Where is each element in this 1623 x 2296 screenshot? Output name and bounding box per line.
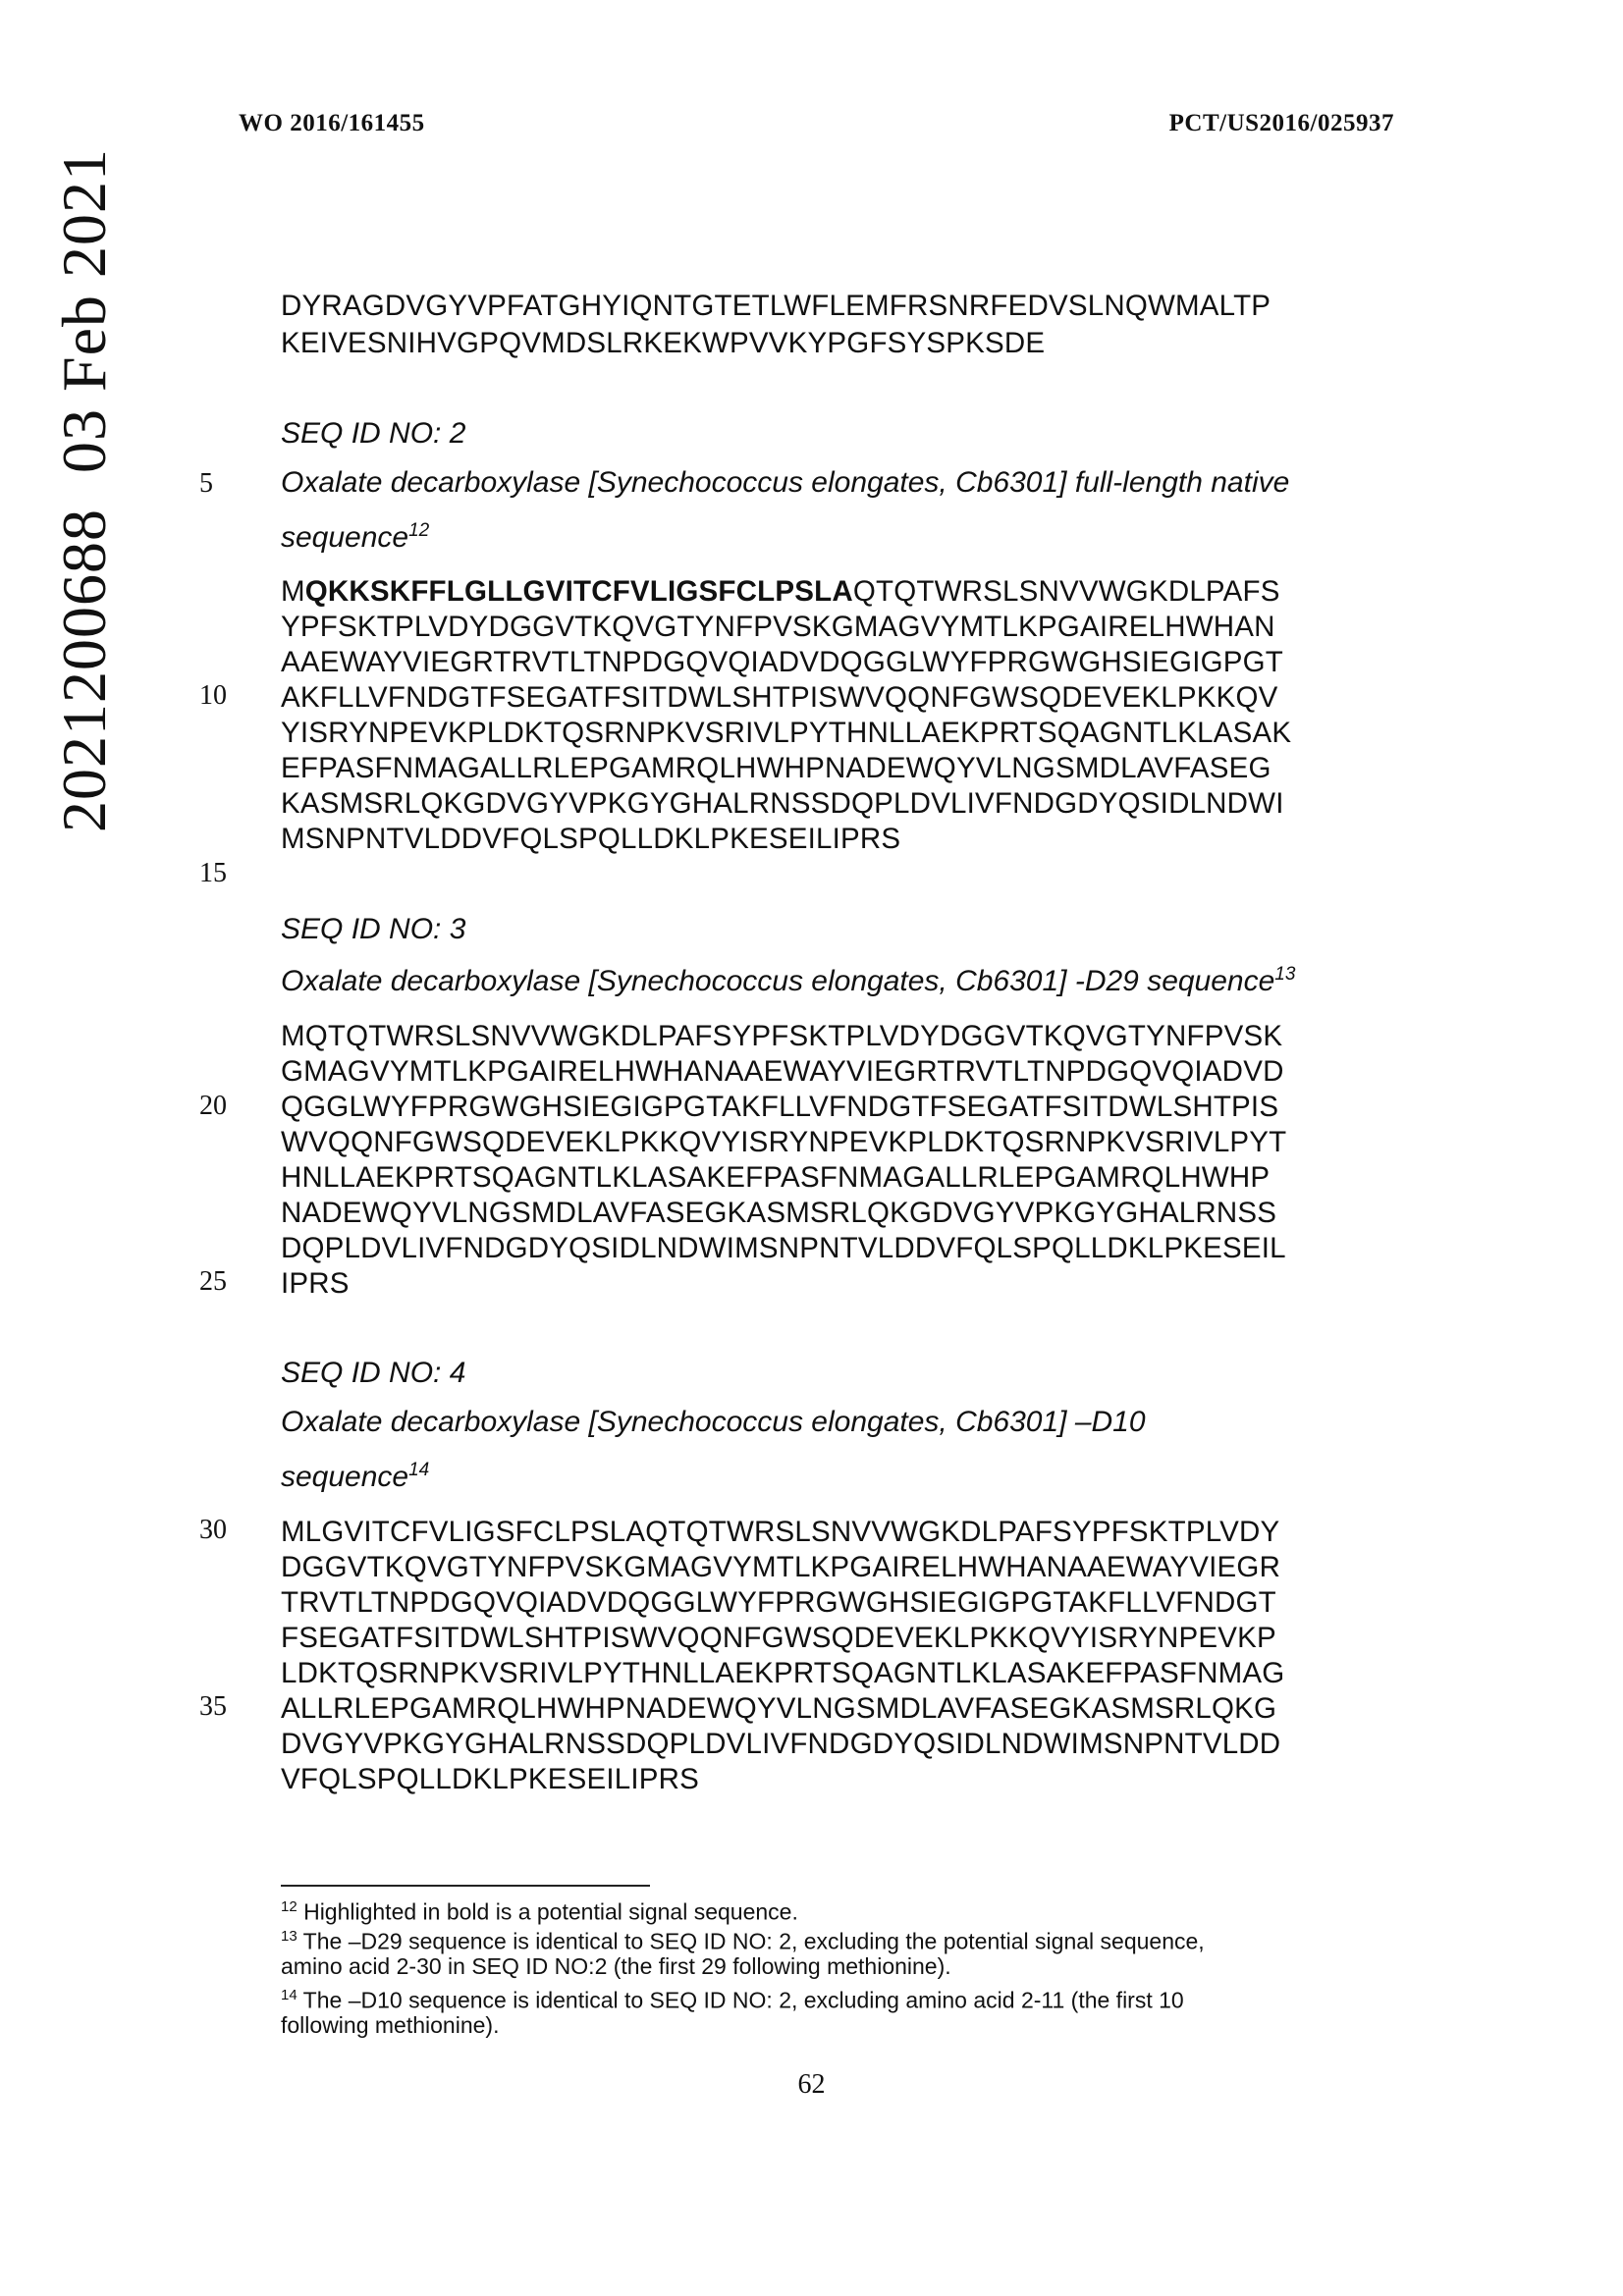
seq2-title-line2 (281, 520, 429, 555)
seq3-id: SEQ ID NO: 3 (281, 913, 466, 945)
sequence-line: MQTQTWRSLSNVVWGKDLPAFSYPFSKTPLVDYDGGVTKQVGTYNFPVSK (281, 1020, 1283, 1052)
seq4-title-text: sequence (281, 1461, 409, 1493)
side-stamp-date: 03 Feb 2021 (49, 148, 119, 473)
seq2-methionine: M (281, 575, 305, 608)
seq4-id: SEQ ID NO: 4 (281, 1357, 466, 1389)
sequence-line: AAEWAYVIEGRTRVTLTNPDGQVQIADVDQGGLWYFPRGWGHSIEGIGPGT (281, 646, 1283, 678)
line-number: 15 (199, 858, 227, 888)
sequence-line: TRVTLTNPDGQVQIADVDQGGLWYFPRGWGHSIEGIGPGTAKFLLVFNDGT (281, 1586, 1276, 1619)
footnote-mark: 14 (281, 1987, 298, 2003)
sequence-line: MLGVITCFVLIGSFCLPSLAQTQTWRSLSNVVWGKDLPAFSYPFSKTPLVDY (281, 1516, 1280, 1548)
seq2-title-text: sequence (281, 521, 409, 554)
sequence-line: KASMSRLQKGDVGYVPKGYGHALRNSSDQPLDVLIVFNDGDYQSIDLNDWI (281, 787, 1284, 820)
line-number: 25 (199, 1266, 227, 1297)
page-header-right: PCT/US2016/025937 (1168, 110, 1394, 136)
seq3-title (281, 964, 1295, 998)
seq4-title-line2 (281, 1460, 429, 1494)
footnote-text: Highlighted in bold is a potential signal sequence. (303, 1898, 798, 1925)
seq2-line-1 (281, 574, 1280, 611)
seq3-title-text: Oxalate decarboxylase [Synechococcus elongates, Cb6301] -D29 sequence (281, 965, 1275, 997)
seq2-title-line1: Oxalate decarboxylase [Synechococcus elongates, Cb6301] full-length native (281, 466, 1290, 499)
sequence-line: GMAGVYMTLKPGAIRELHWHANAAEWAYVIEGRTRVTLTNPDGQVQIADVD (281, 1055, 1284, 1088)
sequence-line: KEIVESNIHVGPQVMDSLRKEKWPVVKYPGFSYSPKSDE (281, 327, 1046, 359)
seq2-line-1-rest: QTQTWRSLSNVVWGKDLPAFS (852, 575, 1280, 608)
sequence-line: DQPLDVLIVFNDGDYQSIDLNDWIMSNPNTVLDDVFQLSPQLLDKLPKESEIL (281, 1232, 1286, 1264)
line-number: 5 (199, 468, 213, 499)
sequence-line: MSNPNTVLDDVFQLSPQLLDKLPKESEILIPRS (281, 823, 901, 855)
sequence-line: YPFSKTPLVDYDGGVTKQVGTYNFPVSKGMAGVYMTLKPGAIRELHWHAN (281, 611, 1275, 643)
line-number: 30 (199, 1515, 227, 1545)
footnote-mark: 12 (281, 1898, 298, 1915)
sequence-line: QGGLWYFPRGWGHSIEGIGPGTAKFLLVFNDGTFSEGATFSITDWLSHTPIS (281, 1091, 1279, 1123)
signal-sequence-bold: QKKSKFFLGLLGVITCFVLIGSFCLPSLA (304, 575, 853, 608)
sequence-line: AKFLLVFNDGTFSEGATFSITDWLSHTPISWVQQNFGWSQDEVEKLPKKQV (281, 681, 1278, 714)
sequence-line: DYRAGDVGYVPFATGHYIQNTGTETLWFLEMFRSNRFEDVSLNQWMALTP (281, 290, 1271, 322)
side-stamp (41, 148, 128, 832)
sequence-line: WVQQNFGWSQDEVEKLPKKQVYISRYNPEVKPLDKTQSRNPKVSRIVLPYT (281, 1126, 1287, 1158)
sequence-line: LDKTQSRNPKVSRIVLPYTHNLLAEKPRTSQAGNTLKLASAKEFPASFNMAG (281, 1657, 1285, 1689)
footnote-ref-12: 12 (408, 520, 430, 541)
sequence-line: HNLLAEKPRTSQAGNTLKLASAKEFPASFNMAGALLRLEPGAMRQLHWHP (281, 1161, 1271, 1194)
footnote-text: amino acid 2-30 in SEQ ID NO:2 (the first 29 following methionine). (281, 1953, 951, 1979)
sequence-line: DVGYVPKGYGHALRNSSDQPLDVLIVFNDGDYQSIDLNDWIMSNPNTVLDD (281, 1728, 1281, 1760)
footnote-text: following methionine). (281, 2012, 500, 2038)
sequence-line: ALLRLEPGAMRQLHWHPNADEWQYVLNGSMDLAVFASEGKASMSRLQKG (281, 1692, 1277, 1725)
sequence-line: IPRS (281, 1267, 350, 1300)
page-number: 62 (797, 2069, 826, 2100)
sequence-line: NADEWQYVLNGSMDLAVFASEGKASMSRLQKGDVGYVPKGYGHALRNSS (281, 1197, 1277, 1229)
footnote-text: The –D10 sequence is identical to SEQ ID NO: 2, excluding amino acid 2-11 (the first 10 (302, 1987, 1184, 2013)
sequence-line: VFQLSPQLLDKLPKESEILIPRS (281, 1763, 699, 1795)
page-header-left: WO 2016/161455 (239, 110, 425, 136)
footnote-text: The –D29 sequence is identical to SEQ ID NO: 2, excluding the potential signal sequence, (302, 1928, 1205, 1954)
footnote-ref-13: 13 (1274, 964, 1296, 985)
seq2-id: SEQ ID NO: 2 (281, 417, 466, 450)
sequence-line: EFPASFNMAGALLRLEPGAMRQLHWHPNADEWQYVLNGSMDLAVFASEG (281, 752, 1271, 784)
sequence-line: DGGVTKQVGTYNFPVSKGMAGVYMTLKPGAIRELHWHANAAEWAYVIEGR (281, 1551, 1281, 1583)
sequence-line: YISRYNPEVKPLDKTQSRNPKVSRIVLPYTHNLLAEKPRTSQAGNTLKLASAK (281, 717, 1292, 749)
footnote-mark: 13 (281, 1928, 298, 1945)
footnote-ref-14: 14 (408, 1460, 430, 1480)
line-number: 10 (199, 680, 227, 711)
line-number: 20 (199, 1091, 227, 1121)
footnote-divider (281, 1885, 650, 1887)
line-number: 35 (199, 1691, 227, 1722)
sequence-line: FSEGATFSITDWLSHTPISWVQQNFGWSQDEVEKLPKKQVYISRYNPEVKP (281, 1622, 1276, 1654)
side-stamp-number: 2021200688 (49, 508, 119, 832)
seq4-title-line1: Oxalate decarboxylase [Synechococcus elongates, Cb6301] –D10 (281, 1406, 1146, 1438)
